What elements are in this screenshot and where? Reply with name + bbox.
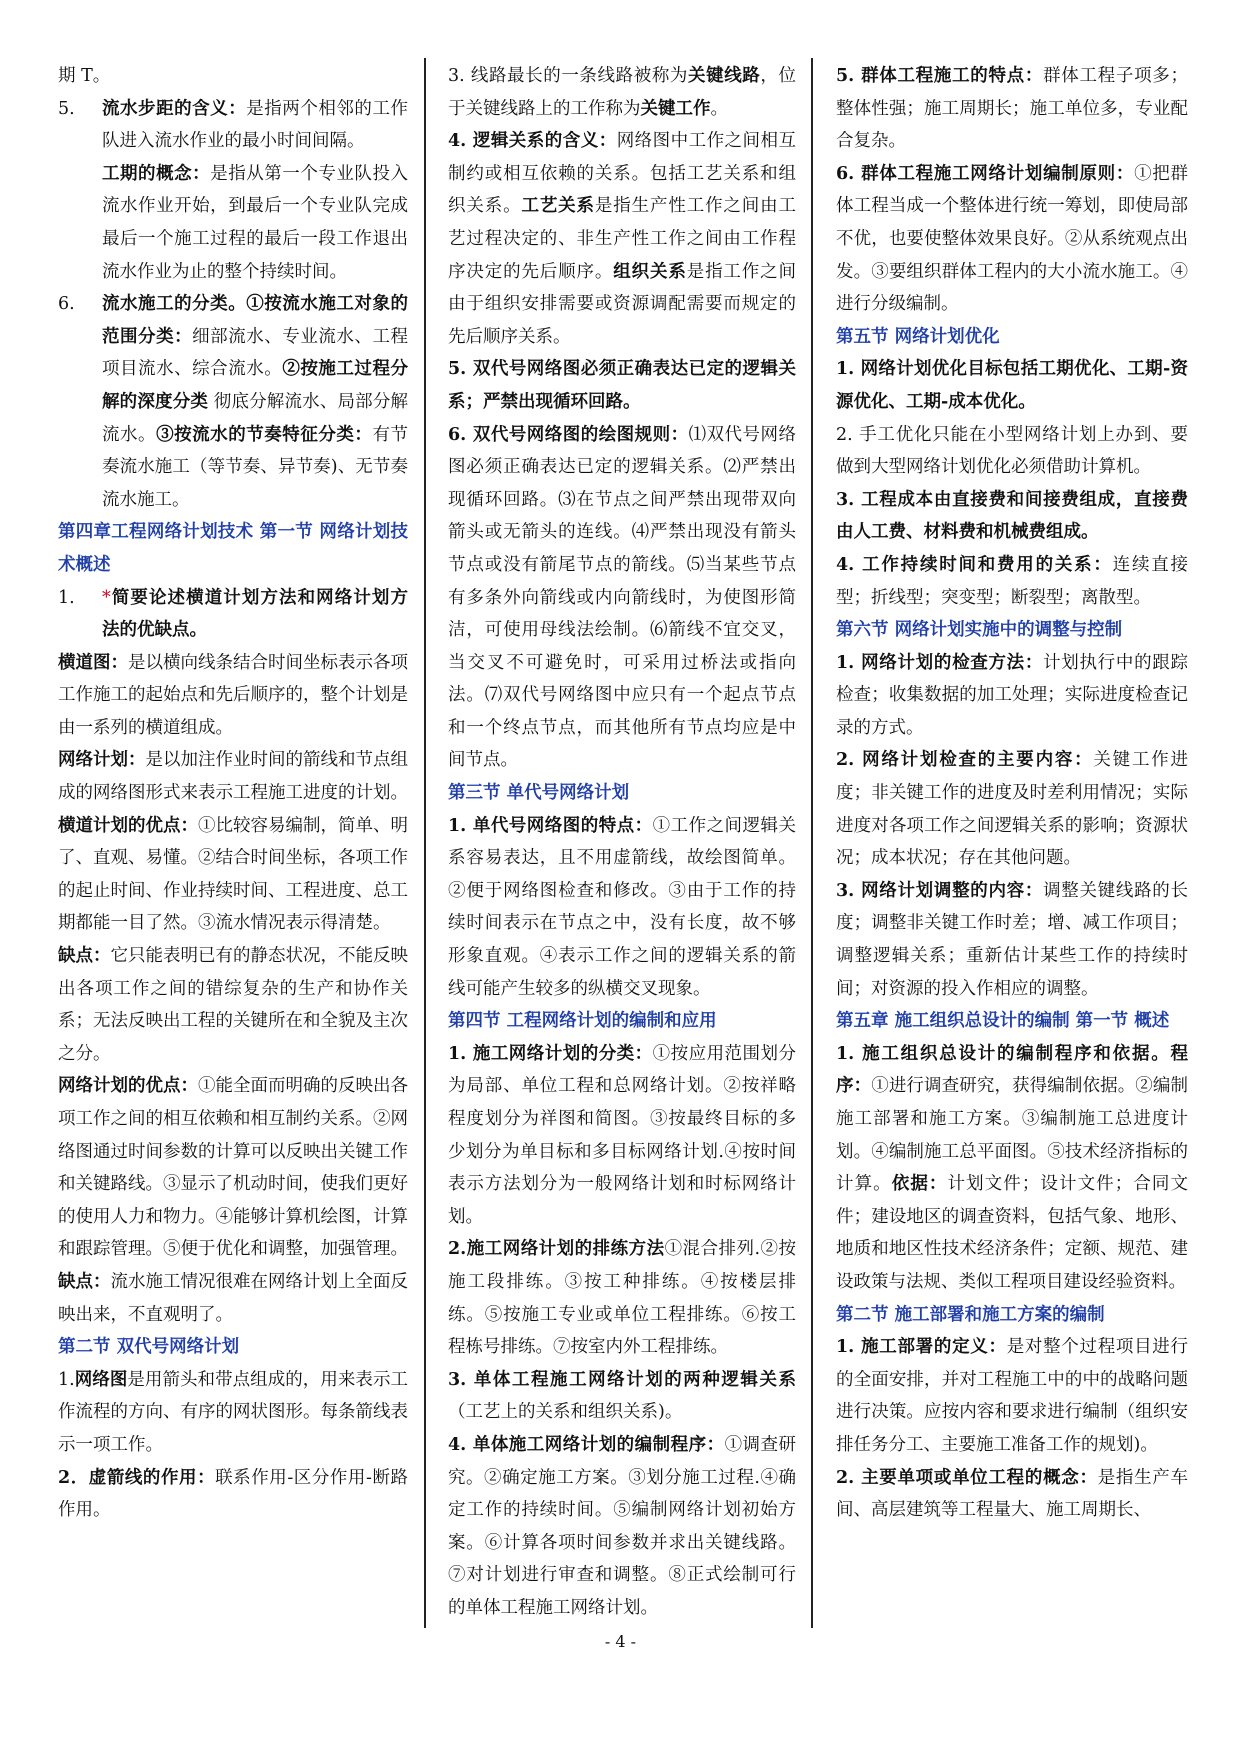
section-heading: 第五节 网络计划优化 [836, 326, 1000, 347]
paragraph: 流水施工的分类。①按流水施工对象的范围分类：细部流水、专业流水、工程项目流水、综合流水。②按施工过程分解的深度分类 彻底分解流水、局部分解流水。③按流水的节奏特征分类：有节奏流水施工（等节奏、异节奏)、无节奏流水施工。 [102, 294, 409, 510]
column-divider [811, 58, 813, 1628]
paragraph: 2．虚箭线的作用：联系作用-区分作用-断路作用。 [58, 1467, 408, 1521]
numbered-item [58, 288, 408, 516]
star-mark: * [102, 587, 111, 608]
section-heading: 第四章工程网络计划技术 第一节 网络计划技术概述 [58, 522, 408, 575]
paragraph: 缺点：流水施工情况很难在网络计划上全面反映出来，不直观明了。 [58, 1271, 408, 1325]
paragraph: 缺点：它只能表明已有的静态状况，不能反映出各项工作之间的错综复杂的生产和协作关系；无法反映出工程的关键所在和全貌及主次之分。 [58, 946, 408, 1064]
paragraph: 2. 网络计划检查的主要内容：关键工作进度；非关键工作的进度及时差利用情况；实际进度对各项工作之间逻辑关系的影响；资源状况；成本状况；存在其他问题。 [836, 750, 1188, 869]
paragraph: 6. 双代号网络图的绘图规则：⑴双代号网络图必须正确表达已定的逻辑关系。⑵严禁出现循环回路。⑶在节点之间严禁出现带双向箭头或无箭头的连线。⑷严禁出现没有箭头节点或没有箭尾节点的箭线。⑸当某些节点有多条外向箭线或内向箭线时，为使图形简洁，可使用母线法绘制。⑹箭线不宜交叉，当交叉不可避免时，可采用过桥法或指向法。⑺双代号网络图中应只有一个起点节点和一个终点节点，而其他所有节点均应是中间节点。 [448, 424, 796, 771]
column-right [836, 60, 1188, 1527]
paragraph: 6. 群体工程施工网络计划编制原则：①把群体工程当成一个整体进行统一筹划，即使局部不优，也要使整体效果良好。②从系统观点出发。③要组织群体工程内的大小流水施工。④进行分级编制。 [836, 163, 1188, 315]
paragraph: 3. 网络计划调整的内容：调整关键线路的长度；调整非关键工作时差；增、减工作项目；调整逻辑关系；重新估计某些工作的持续时间；对资源的投入作相应的调整。 [836, 880, 1188, 999]
paragraph: 1. 施工组织总设计的编制程序和依据。程序：①进行调查研究，获得编制依据。②编制施工部署和施工方案。③编制施工总进度计划。④编制施工总平面图。⑤技术经济指标的计算。依据：计划文件；设计文件；合同文件；建设地区的调查资料，包括气象、地形、地质和地区性技术经济条件；定额、规范、建设政策与法规、类似工程项目建设经验资料。 [836, 1043, 1189, 1292]
page-number: - 4 - [604, 1632, 637, 1651]
paragraph: 1. 施工网络计划的分类：①按应用范围划分为局部、单位工程和总网络计划。②按祥略程度划分为祥图和简图。③按最终目标的多少划分为单目标和多目标网络计划.④按时间表示方法划分为一般网络计划和时标网络计划。 [448, 1043, 796, 1227]
paragraph: 3. 线路最长的一条线路被称为关键线路，位于关键线路上的工作称为关键工作。 [448, 66, 797, 119]
paragraph: 网络计划的优点：①能全面而明确的反映出各项工作之间的相互依赖和相互制约关系。②网络图通过时间参数的计算可以反映出关键工作和关键路线。③显示了机动时间，使我们更好的使用人力和物力。④能够计算机绘图，计算和跟踪管理。⑤便于优化和调整，加强管理。 [58, 1076, 408, 1260]
paragraph: 2. 手工优化只能在小型网络计划上办到、要做到大型网络计划优化必须借助计算机。 [836, 424, 1188, 478]
section-heading: 第二节 双代号网络计划 [58, 1337, 240, 1358]
paragraph: 流水步距的含义：是指两个相邻的工作队进入流水作业的最小时间间隔。 工期的概念：是指从第一个专业队投入流水作业开始，到最后一个专业队完成最后一个施工过程的最后一段工作退出流水作业为止的整个持续时间。 [102, 98, 408, 282]
item-number: 5. [58, 98, 75, 119]
section-heading: 第六节 网络计划实施中的调整与控制 [836, 620, 1123, 641]
numbered-item [58, 93, 408, 289]
section-heading: 第二节 施工部署和施工方案的编制 [836, 1304, 1105, 1325]
paragraph: 3. 工程成本由直接费和间接费组成，直接费由人工费、材料费和机械费组成。 [836, 489, 1188, 543]
numbered-item [58, 582, 408, 647]
column-middle [448, 60, 796, 1625]
paragraph: 1. 网络计划的检查方法：计划执行中的跟踪检查；收集数据的加工处理；实际进度检查记录的方式。 [836, 652, 1188, 738]
paragraph: 5. 群体工程施工的特点：群体工程子项多；整体性强；施工周期长；施工单位多，专业配合复杂。 [836, 66, 1188, 152]
paragraph: 横道图：是以横向线条结合时间坐标表示各项工作施工的起始点和先后顺序的，整个计划是由一系列的横道组成。 [58, 652, 408, 738]
paragraph: 4. 逻辑关系的含义：网络图中工作之间相互制约或相互依赖的关系。包括工艺关系和组织关系。工艺关系是指生产性工作之间由工艺过程决定的、非生产性工作之间由工作程序决定的先后顺序。组织关系是指工作之间由于组织安排需要或资源调配需要而规定的先后顺序关系。 [448, 131, 797, 347]
paragraph: 1. 网络计划优化目标包括工期优化、工期-资源优化、工期-成本优化。 [836, 359, 1188, 412]
paragraph: 网络计划：是以加注作业时间的箭线和节点组成的网络图形式来表示工程施工进度的计划。 [58, 750, 408, 804]
paragraph: 2. 主要单项或单位工程的概念：是指生产车间、高层建筑等工程量大、施工周期长、 [836, 1467, 1188, 1521]
paragraph: 1.网络图是用箭头和带点组成的，用来表示工作流程的方向、有序的网状图形。每条箭线表示一项工作。 [58, 1369, 409, 1455]
paragraph: 期 T。 [58, 66, 111, 86]
paragraph: 3. 单体工程施工网络计划的两种逻辑关系（工艺上的关系和组织关系)。 [448, 1369, 796, 1423]
paragraph: *简要论述横道计划方法和网络计划方法的优缺点。 [102, 587, 408, 641]
item-number: 6. [58, 294, 75, 315]
paragraph: 横道计划的优点：①比较容易编制，简单、明了、直观、易懂。②结合时间坐标，各项工作的起止时间、作业持续时间、工程进度、总工期都能一目了然。③流水情况表示得清楚。 [58, 815, 408, 934]
section-heading: 第五章 施工组织总设计的编制 第一节 概述 [836, 1011, 1170, 1032]
item-number: 1. [58, 587, 75, 608]
section-heading: 第三节 单代号网络计划 [448, 783, 630, 804]
column-divider [424, 58, 426, 1628]
paragraph: 1. 单代号网络图的特点：①工作之间逻辑关系容易表达，且不用虚箭线，故绘图简单。②便于网络图检查和修改。③由于工作的持续时间表示在节点之中，没有长度，故不够形象直观。④表示工作之间的逻辑关系的箭线可能产生较多的纵横交叉现象。 [448, 815, 796, 999]
column-left [58, 60, 408, 1527]
section-heading: 第四节 工程网络计划的编制和应用 [448, 1011, 717, 1032]
paragraph: 4. 单体施工网络计划的编制程序：①调查研究。②确定施工方案。③划分施工过程.④确定工作的持续时间。⑤编制网络计划初始方案。⑥计算各项时间参数并求出关键线路。⑦对计划进行审查和调整。⑧正式绘制可行的单体工程施工网络计划。 [448, 1434, 796, 1618]
paragraph: 1. 施工部署的定义：是对整个过程项目进行的全面安排，并对工程施工中的中的战略问题进行决策。应按内容和要求进行编制（组织安排任务分工、主要施工准备工作的规划)。 [836, 1337, 1188, 1455]
paragraph: 2.施工网络计划的排练方法①混合排列.②按施工段排练。③按工种排练。④按楼层排练。⑤按施工专业或单位工程排练。⑥按工程栋号排练。⑦按室内外工程排练。 [448, 1239, 796, 1358]
paragraph: 5. 双代号网络图必须正确表达已定的逻辑关系；严禁出现循环回路。 [448, 359, 796, 412]
paragraph: 4. 工作持续时间和费用的关系：连续直接型；折线型；突变型；断裂型；离散型。 [836, 554, 1188, 608]
